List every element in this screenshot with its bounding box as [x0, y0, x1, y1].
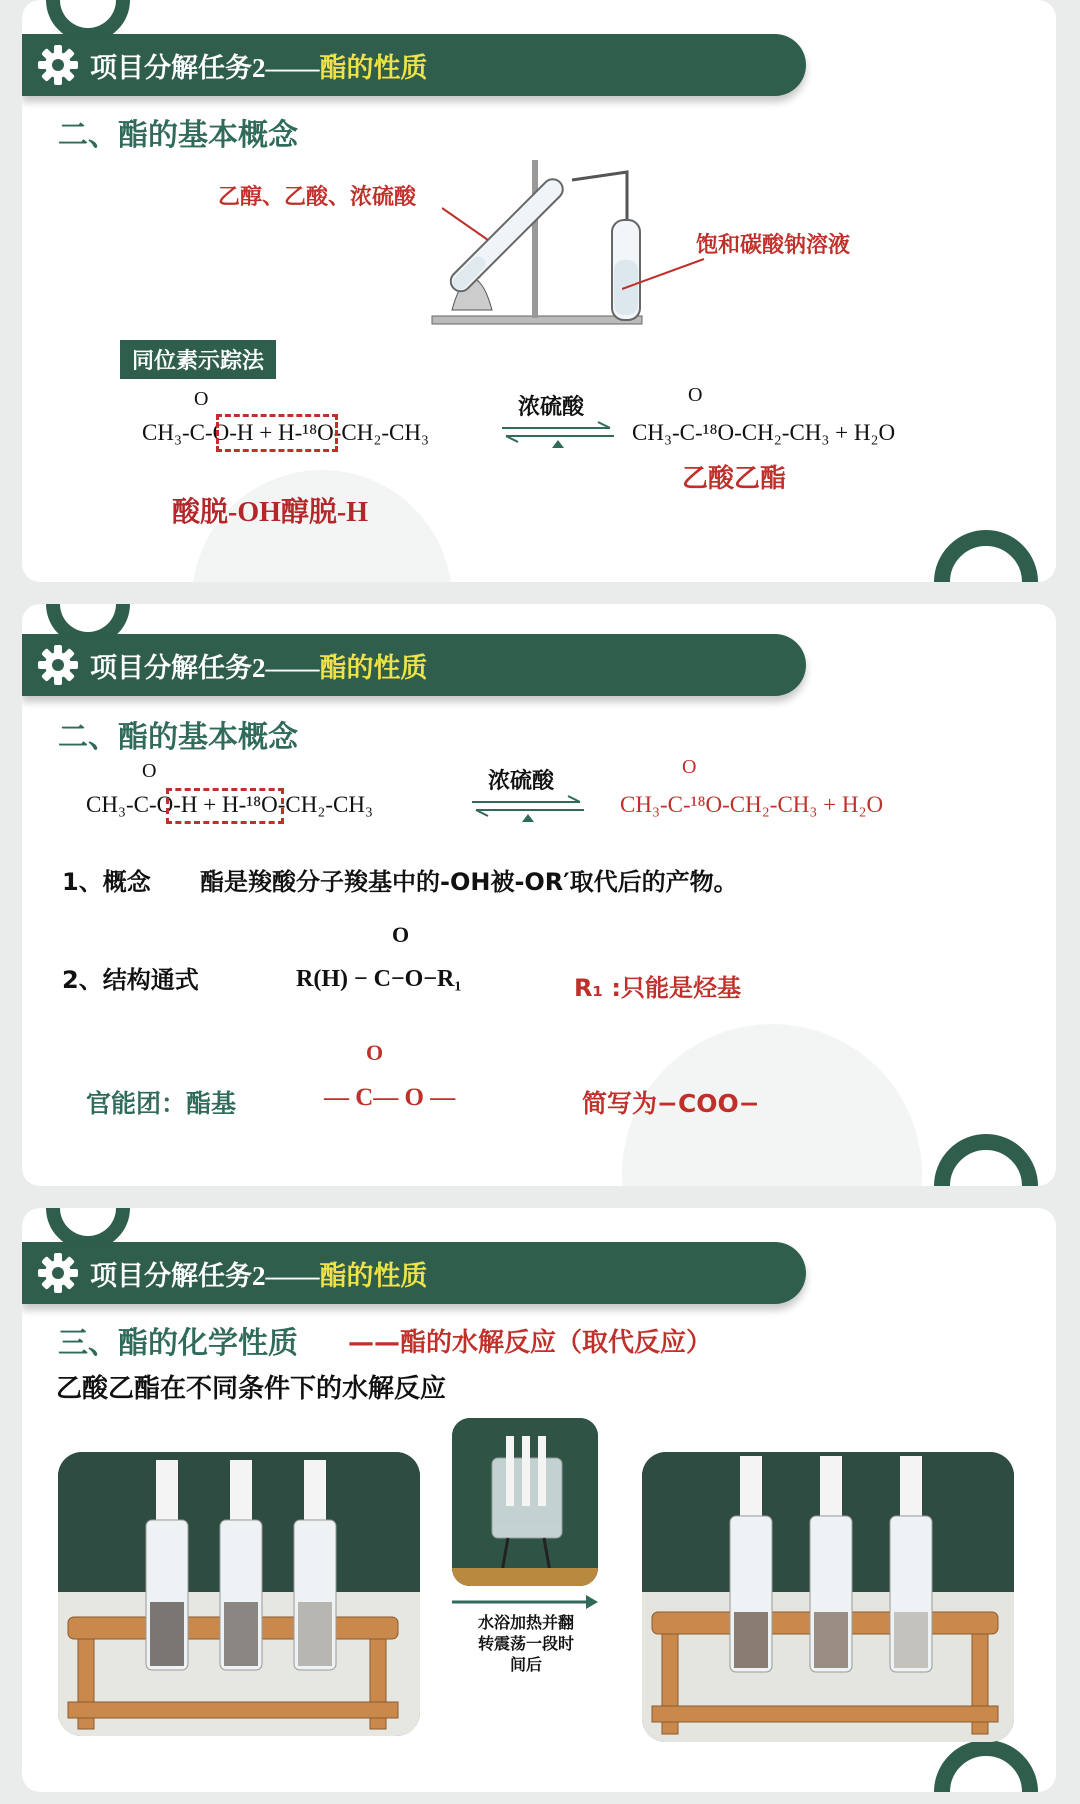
- dehydration-highlight-box: [166, 788, 284, 824]
- arrow-caption: [456, 1612, 596, 1675]
- arrow-caption-line-3: 间后: [509, 1655, 542, 1674]
- slide-ester-hydrolysis: [22, 1208, 1056, 1792]
- arrow-caption-line-2: 转震荡一段时: [477, 1634, 574, 1653]
- pointer-line-receiver: [622, 255, 712, 295]
- carbonyl-oxygen-left: O: [142, 760, 157, 782]
- right-arrow-icon: [450, 1592, 600, 1612]
- banner-highlight: 酯的性质: [319, 652, 428, 683]
- banner-prefix: 项目分解任务2——: [90, 52, 320, 83]
- banner-highlight: 酯的性质: [319, 52, 428, 83]
- reaction-rule: 酸脱-OH醇脱-H: [172, 497, 368, 528]
- banner-highlight: 酯的性质: [319, 1260, 428, 1291]
- syringe-rack-before-photo: [58, 1452, 420, 1736]
- products-equation: CH₃-C-¹⁸O-CH₂-CH₃ + H₂O: [620, 792, 884, 817]
- structure-carbonyl-oxygen: O: [392, 922, 410, 947]
- arrow-caption-line-1: 水浴加热并翻: [477, 1613, 574, 1632]
- slide-ester-concept-isotope: [22, 0, 1056, 582]
- pointer-line-reagents: [442, 200, 492, 250]
- water-bath-photo: [452, 1418, 598, 1586]
- reactants-equation: CH₃-C-O-H + H-¹⁸O-CH₂-CH₃: [142, 420, 430, 445]
- dehydration-highlight-box: [216, 414, 338, 452]
- isotope-tracer-tag: 同位素示踪法: [120, 340, 276, 379]
- banner-prefix: 项目分解任务2——: [90, 1260, 320, 1291]
- task-banner: [22, 34, 806, 96]
- gear-icon: [36, 43, 80, 87]
- banner-prefix: 项目分解任务2——: [90, 652, 320, 683]
- r1-note: R₁ :只能是烃基: [574, 974, 741, 1002]
- reagents-label: 乙醇、乙酸、浓硫酸: [218, 185, 417, 210]
- reversible-arrow: [468, 794, 588, 824]
- structure-formula: R(H) − C−O−R₁: [296, 966, 462, 992]
- slide-ester-definition: [22, 604, 1056, 1186]
- task-banner: [22, 1242, 806, 1304]
- ring-decoration-bottom-right: [934, 1740, 1038, 1792]
- gear-icon: [36, 643, 80, 687]
- products-equation: CH₃-C-¹⁸O-CH₂-CH₃ + H₂O: [632, 420, 896, 445]
- ring-decoration-bottom-right: [934, 530, 1038, 582]
- carbonyl-oxygen-right: O: [682, 756, 697, 778]
- catalyst-label: 浓硫酸: [518, 395, 585, 420]
- functional-group-short: 简写为−COO−: [582, 1089, 760, 1118]
- functional-group-label: 官能团：酯基: [86, 1089, 237, 1118]
- concept-text: 酯是羧酸分子羧基中的-OH被-OR′取代后的产物。: [200, 868, 738, 896]
- functional-group-oxygen: O: [366, 1040, 384, 1065]
- section-subtitle: ——酯的水解反应（取代反应）: [348, 1328, 713, 1358]
- carbonyl-oxygen-right: O: [688, 384, 703, 406]
- receiver-label: 饱和碳酸钠溶液: [696, 233, 851, 258]
- section-title: 二、酯的基本概念: [58, 118, 298, 153]
- section-title: 三、酯的化学性质: [58, 1326, 298, 1361]
- section-title: 二、酯的基本概念: [58, 720, 298, 755]
- product-name: 乙酸乙酯: [682, 464, 787, 494]
- structure-label: 2、结构通式: [62, 966, 199, 994]
- ring-decoration-bottom-right: [934, 1134, 1038, 1186]
- gear-icon: [36, 1251, 80, 1295]
- catalyst-label: 浓硫酸: [488, 769, 555, 794]
- syringe-rack-after-photo: [642, 1452, 1014, 1742]
- reactants-equation: CH₃-C-O-H + H-¹⁸O-CH₂-CH₃: [86, 792, 374, 817]
- reversible-arrow: [498, 420, 618, 450]
- description-line: 乙酸乙酯在不同条件下的水解反应: [56, 1374, 447, 1404]
- carbonyl-oxygen-left: O: [194, 388, 209, 410]
- concept-label: 1、概念: [62, 868, 151, 896]
- functional-group-formula: — C— O —: [324, 1084, 456, 1111]
- task-banner: [22, 634, 806, 696]
